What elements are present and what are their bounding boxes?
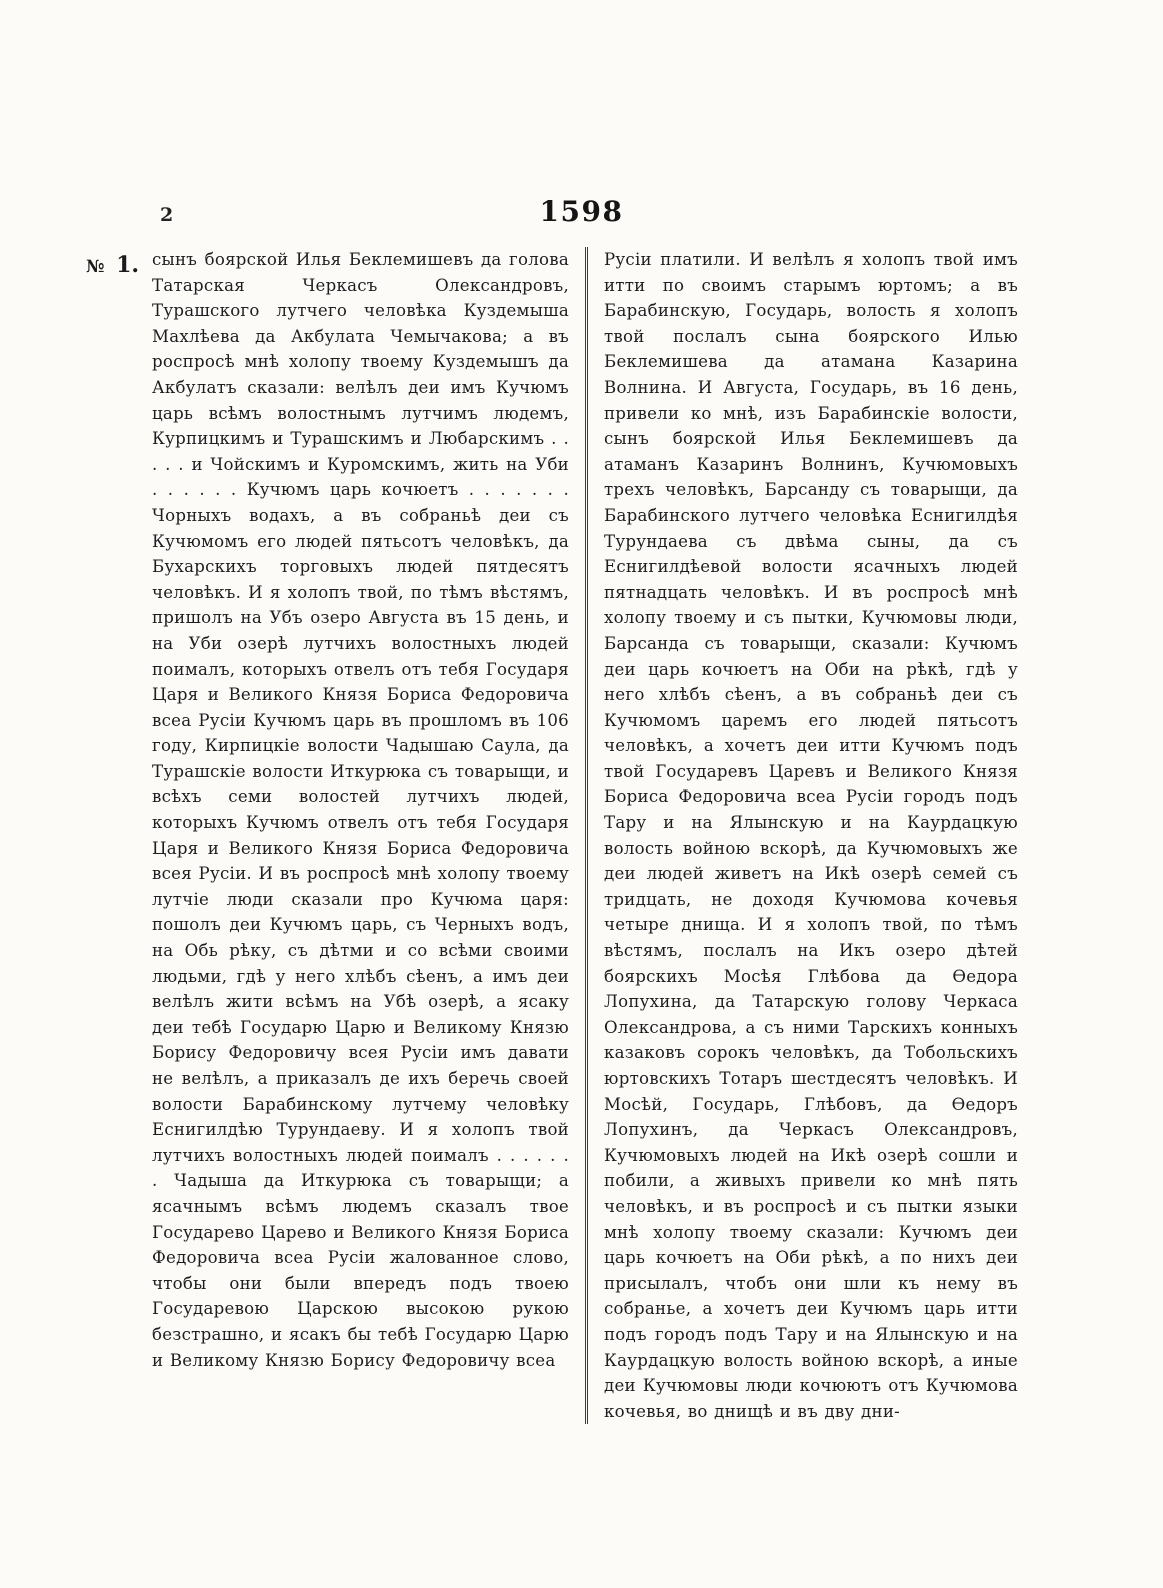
page-number: 2 <box>160 204 174 226</box>
entry-number-value: 1. <box>116 252 140 278</box>
two-column-text-block <box>152 247 1018 1424</box>
left-column-text: сынъ боярской Илья Беклемишевъ да голова Татарская Черкасъ Олександровъ, Турашского лутчего человѣка Куздемыша Махлѣева да Акбулата Чемычакова; а въ роспросѣ мнѣ холопу твоему Куздемышъ да Акбулатъ сказали: велѣлъ деи имъ Кучюмъ царь всѣмъ волостнымъ лутчимъ людемъ, Курпицкимъ и Турашскимъ и Любарскимъ . . . . . и Чойскимъ и Куромскимъ, жить на Уби . . . . . . Кучюмъ царь кочюетъ . . . . . . . Чорныхъ водахъ, а въ собраньѣ деи съ Кучюмомъ его людей пятьсотъ человѣкъ, да Бухарскихъ торговыхъ людей пятдесятъ человѣкъ. И я холопъ твой, по тѣмъ вѣстямъ, пришолъ на Убъ озеро Августа въ 15 день, и на Уби озерѣ лутчихъ волостныхъ людей поималъ, которыхъ отвелъ отъ тебя Государя Царя и Великого Князя Бориса Федоровича всеа Русіи Кучюмъ царь въ прошломъ въ 106 году, Кирпицкіе волости Чадышаю Саула, да Турашскіе волости Иткурюка съ товарыщи, и всѣхъ семи волостей лутчихъ людей, которыхъ Кучюмъ отвелъ отъ тебя Государя Царя и Великого Князя Бориса Федоровича всея Русіи. И въ роспросѣ мнѣ холопу твоему лутчіе люди сказали про Кучюма царя: пошолъ деи Кучюмъ царь, съ Черныхъ водъ, на Обь рѣку, съ дѣтми и со всѣми своими людьми, гдѣ у него хлѣбъ сѣенъ, а имъ деи велѣлъ жити всѣмъ на Убѣ озерѣ, а ясаку деи тебѣ Государю Царю и Великому Князю Борису Федоровичу всея Русіи имъ давати не велѣлъ, а приказалъ де ихъ беречь своей волости Барабинскому лутчему человѣку Еснигилдѣю Турундаеву. И я холопъ твой лутчихъ волостныхъ людей поималъ . . . . . . . Чадыша да Иткурюка съ товарыщи; а ясачнымъ всѣмъ людемъ сказалъ твое Государево Царево и Великого Князя Бориса Федоровича всеа Русіи жалованное слово, чтобы они были впередъ подъ твоею Государевою Царскою высокою рукою безстрашно, и ясакъ бы тебѣ Государю Царю и Великому Князю Борису Федоровичу всеа <box>152 250 569 1370</box>
right-column-text: Русіи платили. И велѣлъ я холопъ твой имъ итти по своимъ старымъ юртомъ; а въ Барабинскую, Государь, волость я холопъ твой послалъ сына боярского Илью Беклемишева да атамана Казарина Волнина. И Августа, Государь, въ 16 день, привели ко мнѣ, изъ Барабинскіе волости, сынъ боярской Илья Беклемишевъ да атаманъ Казаринъ Волнинъ, Кучюмовыхъ трехъ человѣкъ, Барсанду съ товарыщи, да Барабинского лутчего человѣка Еснигилдѣя Турундаева съ двѣма сыны, да съ Еснигилдѣевой волости ясачныхъ людей пятнадцать человѣкъ. И въ роспросѣ мнѣ холопу твоему и съ пытки, Кучюмовы люди, Барсанда съ товарыщи, сказали: Кучюмъ деи царь кочюетъ на Оби на рѣкѣ, гдѣ у него хлѣбъ сѣенъ, а въ собраньѣ деи съ Кучюмомъ царемъ его людей пятьсотъ человѣкъ, а хочетъ деи итти Кучюмъ подъ твой Государевъ Царевъ и Великого Князя Бориса Федоровича всеа Русіи городъ подъ Тару и на Ялынскую и на Каурдацкую волость войною вскорѣ, да Кучюмовыхъ же деи людей живетъ на Икѣ озерѣ семей съ тридцать, не доходя Кучюмова кочевья четыре днища. И я холопъ твой, по тѣмъ вѣстямъ, послалъ на Икъ озеро дѣтей боярскихъ Мосѣя Глѣбова да Ѳедора Лопухина, да Татарскую голову Черкаса Олександрова, а съ ними Тарскихъ конныхъ казаковъ сорокъ человѣкъ, да Тобольскихъ юртовскихъ Тотаръ шестдесятъ человѣкъ. И Мосѣй, Государь, Глѣбовъ, да Ѳедоръ Лопухинъ, да Черкасъ Олександровъ, Кучюмовыхъ людей на Икѣ озерѣ сошли и побили, а живыхъ привели ко мнѣ пять человѣкъ, и въ роспросѣ и съ пытки языки мнѣ холопу твоему сказали: Кучюмъ деи царь кочюетъ на Оби рѣкѣ, а по нихъ деи присылалъ, чтобъ они шли къ нему въ собранье, а хочетъ деи Кучюмъ царь итти подъ городъ подъ Тару и на Ялынскую и на Каурдацкую волость войною вскорѣ, а иные деи Кучюмовы люди кочюютъ отъ Кучюмова кочевья, во днищѣ и въ дву дни- <box>585 247 1018 1424</box>
entry-number <box>86 252 139 278</box>
numero-symbol: № <box>86 257 105 277</box>
year-header: 1598 <box>539 195 624 228</box>
